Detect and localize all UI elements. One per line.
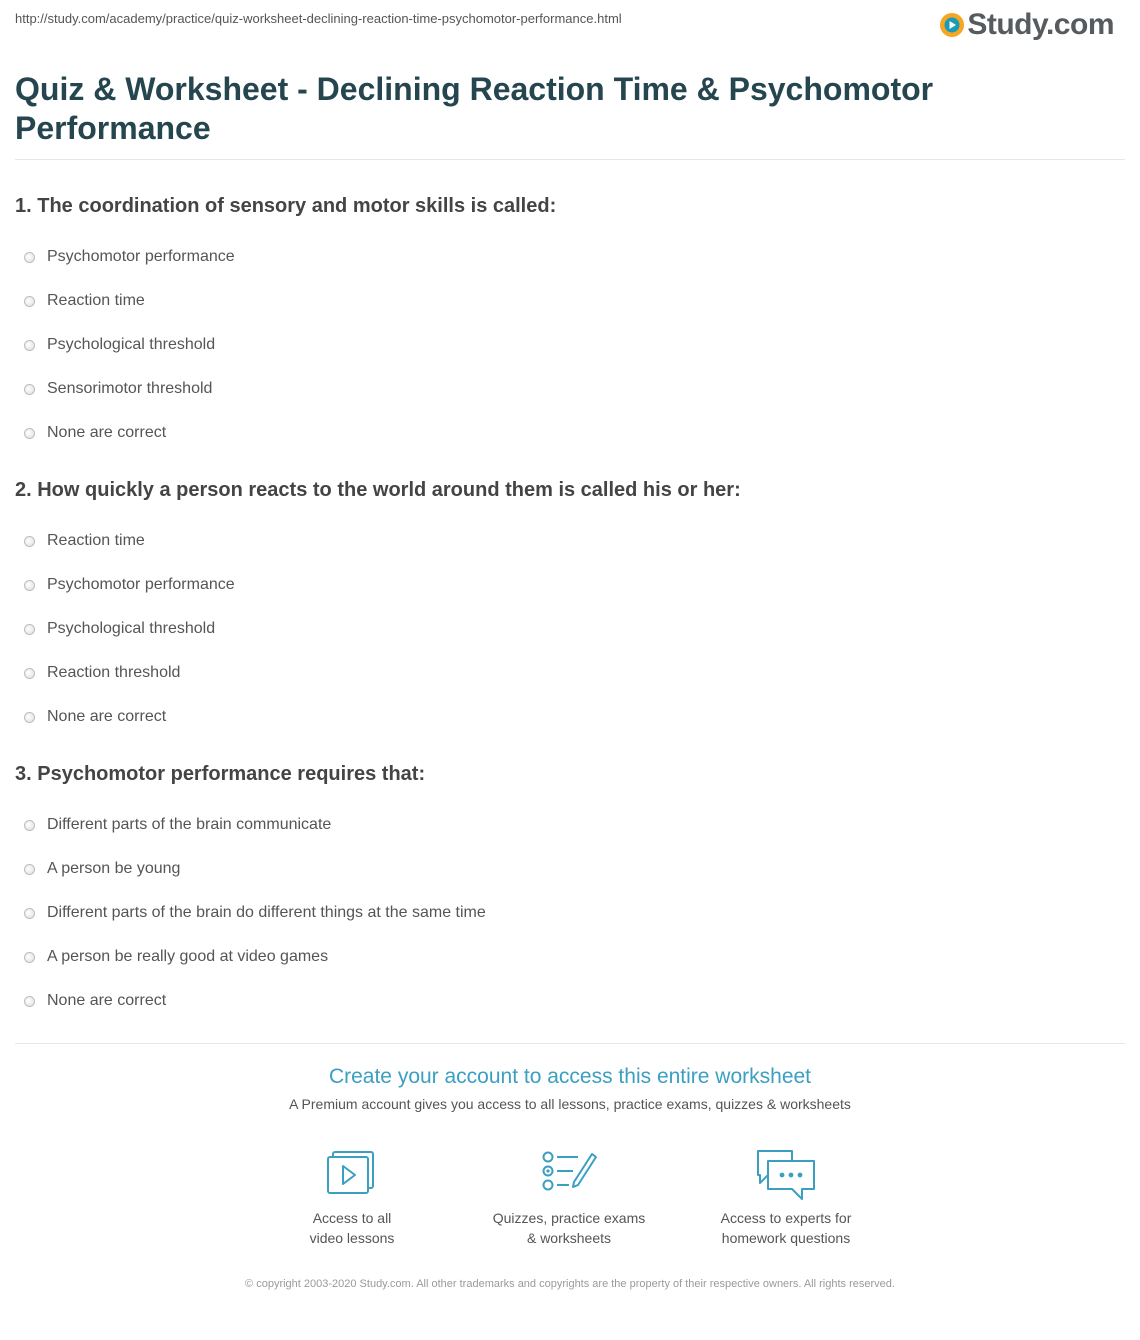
- answer-option[interactable]: [15, 566, 1115, 610]
- chat-bubbles-icon: [754, 1148, 818, 1202]
- question-text: 3. Psychomotor performance requires that:: [15, 763, 426, 785]
- feature-quizzes: [469, 1148, 669, 1248]
- answer-option[interactable]: [15, 850, 1115, 894]
- radio-button-icon[interactable]: [24, 296, 35, 307]
- feature-caption-line: homework questions: [721, 1230, 851, 1246]
- answer-option[interactable]: [15, 238, 1115, 282]
- answer-label: Psychomotor performance: [47, 576, 235, 593]
- answer-option[interactable]: [15, 698, 1115, 742]
- feature-caption-line: Access to all: [312, 1210, 392, 1226]
- answer-label: A person be young: [47, 860, 181, 877]
- answer-option[interactable]: [15, 806, 1115, 850]
- copyright-notice: © copyright 2003-2020 Study.com. All other trademarks and copyrights are the property of their respective owners. All rights reserved.: [245, 1278, 895, 1290]
- premium-description: A Premium account gives you access to all lessons, practice exams, quizzes & worksheets: [289, 1096, 851, 1112]
- answer-label: Sensorimotor threshold: [47, 380, 213, 397]
- feature-video-lessons: [252, 1148, 452, 1248]
- question-1: [15, 194, 1115, 458]
- answer-label: None are correct: [47, 708, 167, 725]
- feature-caption: [252, 1208, 452, 1248]
- answer-label: Psychological threshold: [47, 620, 216, 637]
- feature-caption-line: Quizzes, practice exams: [492, 1210, 646, 1226]
- radio-button-icon[interactable]: [24, 340, 35, 351]
- answer-option[interactable]: [15, 894, 1115, 938]
- signup-callout: [0, 1065, 1140, 1112]
- page-url: http://study.com/academy/practice/quiz-worksheet-declining-reaction-time-psychomotor-performance.html: [15, 11, 622, 26]
- feature-caption-line: video lessons: [309, 1230, 395, 1246]
- answer-option[interactable]: [15, 982, 1115, 1026]
- answer-label: A person be really good at video games: [47, 948, 329, 965]
- video-lesson-icon: [325, 1148, 379, 1202]
- answer-label: Psychomotor performance: [47, 248, 235, 265]
- answer-label: Reaction threshold: [47, 664, 181, 681]
- quiz-list-icon: [540, 1148, 598, 1202]
- title-divider: [15, 159, 1125, 160]
- question-3: [15, 762, 1115, 1026]
- answer-label: Different parts of the brain do different things at the same time: [47, 904, 486, 921]
- answer-option[interactable]: [15, 522, 1115, 566]
- question-2: [15, 478, 1115, 742]
- answer-options: [15, 238, 1115, 458]
- radio-button-icon[interactable]: [24, 384, 35, 395]
- answer-option[interactable]: [15, 326, 1115, 370]
- feature-caption: [686, 1208, 886, 1248]
- radio-button-icon[interactable]: [24, 864, 35, 875]
- study-logo-text: Study.com: [967, 8, 1114, 41]
- radio-button-icon[interactable]: [24, 820, 35, 831]
- radio-button-icon[interactable]: [24, 580, 35, 591]
- question-text: 1. The coordination of sensory and motor skills is called:: [15, 195, 557, 217]
- create-account-link[interactable]: Create your account to access this entire worksheet: [328, 1065, 812, 1088]
- answer-label: Reaction time: [47, 532, 145, 549]
- feature-caption: [469, 1208, 669, 1248]
- radio-button-icon[interactable]: [24, 428, 35, 439]
- page-title: Quiz & Worksheet - Declining Reaction Time & Psychomotor Performance: [15, 71, 934, 146]
- feature-experts: [686, 1148, 886, 1248]
- answer-option[interactable]: [15, 282, 1115, 326]
- radio-button-icon[interactable]: [24, 624, 35, 635]
- feature-caption-line: Access to experts for: [720, 1210, 852, 1226]
- answer-option[interactable]: [15, 610, 1115, 654]
- answer-label: Reaction time: [47, 292, 145, 309]
- radio-button-icon[interactable]: [24, 712, 35, 723]
- answer-label: Different parts of the brain communicate: [47, 816, 332, 833]
- radio-button-icon[interactable]: [24, 536, 35, 547]
- answer-option[interactable]: [15, 414, 1115, 458]
- answer-label: Psychological threshold: [47, 336, 216, 353]
- answer-label: None are correct: [47, 992, 167, 1009]
- radio-button-icon[interactable]: [24, 668, 35, 679]
- answer-label: None are correct: [47, 424, 167, 441]
- radio-button-icon[interactable]: [24, 952, 35, 963]
- answer-option[interactable]: [15, 938, 1115, 982]
- radio-button-icon[interactable]: [24, 252, 35, 263]
- answer-option[interactable]: [15, 370, 1115, 414]
- answer-options: [15, 806, 1115, 1026]
- radio-button-icon[interactable]: [24, 908, 35, 919]
- feature-caption-line: & worksheets: [526, 1230, 612, 1246]
- study-logo-icon: [939, 12, 965, 38]
- study-logo[interactable]: [939, 8, 1114, 42]
- answer-option[interactable]: [15, 654, 1115, 698]
- radio-button-icon[interactable]: [24, 996, 35, 1007]
- answer-options: [15, 522, 1115, 742]
- question-text: 2. How quickly a person reacts to the world around them is called his or her:: [15, 479, 741, 501]
- cta-divider: [15, 1043, 1125, 1044]
